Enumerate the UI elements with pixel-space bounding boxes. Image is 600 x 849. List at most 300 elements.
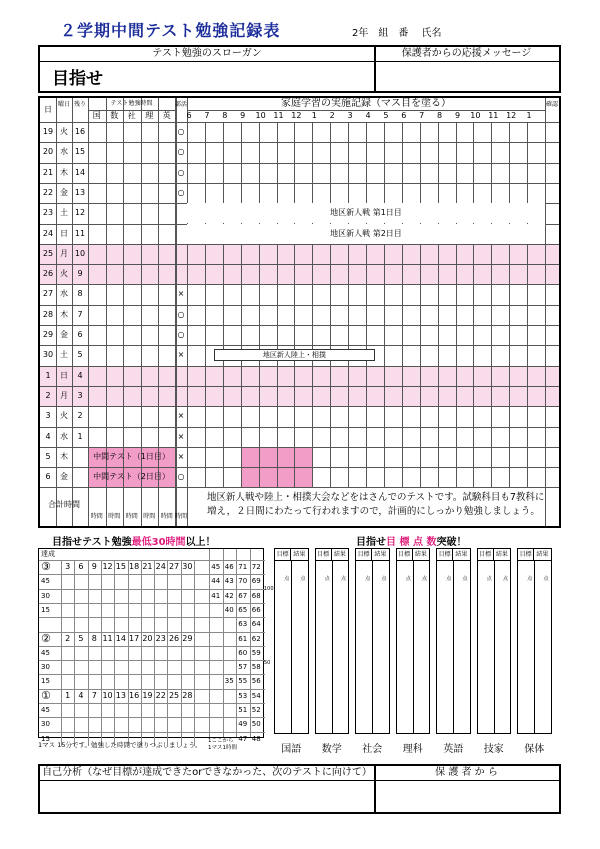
pink-row-bg: [40, 244, 559, 264]
goal-hour-number[interactable]: 43: [224, 577, 234, 586]
row-weekday: 日: [60, 228, 68, 238]
target-point[interactable]: 点: [324, 576, 330, 582]
test-note: 地区新人戦や陸上・相撲大会などをはさんでのテストです。試験科目も7教科に増え，２日間にわたって行われますので，計画的にしっかり勉強しましょう。: [207, 492, 545, 518]
grid-row-line: [40, 264, 559, 265]
goal-col-line: [114, 560, 115, 746]
row-club[interactable]: ×: [177, 451, 185, 461]
row-club[interactable]: ○: [177, 127, 185, 136]
goal-hour-number[interactable]: 61: [238, 634, 248, 643]
header-hour: 9: [240, 111, 246, 120]
row-club[interactable]: [175, 386, 187, 406]
row-remaining: 6: [77, 330, 83, 339]
total-time-unit: 時間: [143, 513, 156, 521]
goal-section: [38, 530, 561, 760]
goal-hour-number[interactable]: [209, 646, 223, 660]
goal-hour-number[interactable]: [209, 632, 223, 646]
result-point[interactable]: 点: [462, 576, 468, 582]
grid-row-line: [40, 427, 559, 428]
header-hour: 6: [401, 111, 407, 120]
goal-row-mark: 45: [41, 706, 50, 714]
target-point[interactable]: 点: [527, 576, 533, 582]
goal-hour-number[interactable]: [209, 617, 223, 631]
score-divider: [453, 561, 454, 733]
goal-cell-number[interactable]: 28: [182, 690, 193, 700]
goal-title: [52, 533, 216, 548]
goal-reach-label: 達成: [41, 550, 55, 558]
goal-hour-number[interactable]: 57: [238, 663, 248, 672]
goal-hour-number[interactable]: [209, 660, 223, 674]
goal-cell-number[interactable]: 17: [129, 633, 140, 643]
goal-cell-number[interactable]: 25: [168, 690, 180, 700]
score-column: [315, 548, 350, 734]
axis-50: 50: [264, 660, 271, 666]
grid-row-line: [40, 487, 559, 488]
goal-col-line: [236, 549, 237, 737]
score-divider: [413, 561, 414, 733]
goal-cell-number[interactable]: 18: [129, 562, 140, 571]
goal-cell-number[interactable]: 22: [155, 690, 166, 700]
row-weekday: 木: [60, 451, 68, 461]
goal-hour-number[interactable]: 52: [251, 706, 261, 714]
goal-col-line: [181, 560, 182, 746]
goal-row-mark: 45: [41, 577, 50, 586]
goal-hour-number[interactable]: 66: [251, 605, 261, 614]
goal-cell-number[interactable]: 3: [65, 562, 71, 571]
goal-hour-number[interactable]: 35: [224, 677, 234, 686]
result-label: 結果: [413, 549, 429, 561]
student-name-row: 2年 組 番 氏名: [352, 28, 442, 39]
row-weekday: 土: [60, 350, 68, 360]
axis-100: 100: [264, 586, 274, 592]
goal-cell-number[interactable]: 1: [65, 690, 71, 700]
row-remaining: 8: [77, 289, 83, 299]
goal-col-line: [101, 560, 102, 746]
goal-hour-number[interactable]: 53: [238, 691, 248, 700]
goal-hour-number[interactable]: 60: [238, 648, 248, 657]
goal-col-line: [128, 560, 129, 746]
goal-cell-number[interactable]: 2: [65, 633, 71, 643]
row-club[interactable]: ○: [177, 167, 185, 177]
row-remaining: 15: [74, 147, 86, 157]
row-weekday: 日: [60, 370, 68, 380]
header-hour: 1: [311, 111, 317, 120]
row-day: 26: [42, 269, 54, 279]
target-label: 目標: [356, 549, 372, 561]
goal-cell-number[interactable]: 12: [102, 562, 113, 571]
result-label: 結果: [453, 549, 469, 561]
row-remaining: 5: [77, 350, 83, 360]
row-remaining: 3: [77, 390, 83, 400]
goal-hour-number[interactable]: 50: [251, 720, 261, 729]
row-club[interactable]: ×: [177, 289, 185, 299]
goal-col-line: [61, 560, 62, 746]
goal-hour-number[interactable]: 40: [224, 605, 234, 614]
goal-cell-number[interactable]: 7: [91, 690, 97, 700]
header-subject: 理: [145, 111, 154, 120]
result-label: 結果: [372, 549, 388, 561]
header-hour: 7: [204, 111, 210, 120]
goal-hour-number[interactable]: 46: [224, 563, 234, 571]
row-club[interactable]: ○: [177, 472, 185, 482]
subject-label: 国語: [281, 744, 302, 755]
result-label: 結果: [534, 549, 550, 561]
result-point[interactable]: 点: [300, 576, 306, 582]
row-club[interactable]: [175, 203, 187, 223]
row-club[interactable]: ○: [177, 147, 185, 157]
row-day: 1: [45, 370, 51, 380]
row-club[interactable]: ○: [177, 187, 185, 197]
header-confirm: 確認: [545, 101, 558, 108]
goal-hour-number[interactable]: [223, 717, 237, 731]
grid-row-line: [40, 284, 559, 285]
header-hour: 11: [273, 111, 284, 120]
slogan-value[interactable]: 目指せ: [52, 69, 103, 89]
header-hour: 7: [419, 111, 425, 120]
goal-row-mark: 15: [41, 677, 50, 686]
goal-hour-number[interactable]: 45: [211, 563, 221, 571]
grid-row-line: [40, 305, 559, 306]
subject-label: 保体: [524, 744, 545, 755]
result-label: 結果: [494, 549, 510, 561]
goal-cell-number[interactable]: 11: [102, 633, 113, 643]
goal-hour-number[interactable]: 64: [251, 620, 261, 629]
header-hour: 12: [506, 111, 517, 120]
row-day: 25: [42, 248, 54, 258]
row-day: 23: [42, 208, 54, 218]
goal-hour-number[interactable]: [209, 603, 223, 617]
row-weekday: 月: [60, 248, 68, 258]
row-remaining: 12: [74, 208, 86, 218]
goal-cell-number[interactable]: 20: [142, 633, 153, 643]
goal-cell-number[interactable]: 14: [115, 633, 126, 643]
row-day: 3: [45, 411, 51, 421]
score-title-pre: 目指せ: [356, 537, 386, 548]
result-point[interactable]: 点: [381, 576, 387, 582]
goal-cell-number[interactable]: 6: [78, 562, 84, 571]
goal-cell-number[interactable]: 27: [168, 562, 180, 571]
grid-row-line: [40, 244, 559, 245]
grid-row-line: [40, 386, 559, 387]
total-time-unit: 時間: [108, 513, 121, 521]
goal-cell-number[interactable]: 21: [142, 562, 153, 571]
goal-row-mark: ②: [41, 631, 51, 645]
goal-cell-number[interactable]: 29: [182, 633, 193, 643]
row-club[interactable]: ×: [177, 350, 185, 360]
header-subject: 国: [92, 111, 101, 120]
row-weekday: 水: [60, 147, 68, 157]
row-remaining: 7: [77, 309, 83, 319]
row-remaining: 9: [77, 269, 83, 279]
row-weekday: 土: [60, 208, 68, 218]
goal-cell-number[interactable]: 16: [129, 690, 140, 700]
goal-hour-number[interactable]: 47: [238, 734, 248, 743]
result-label: 結果: [291, 549, 307, 561]
row-weekday: 金: [60, 472, 68, 482]
goal-hour-number[interactable]: [209, 717, 223, 731]
total-time-unit: 時間: [125, 513, 138, 521]
goal-hour-number[interactable]: 65: [238, 605, 248, 614]
grid-row-line: [40, 345, 559, 346]
goal-row-mark: [41, 617, 61, 631]
goal-hour-number[interactable]: [223, 646, 237, 660]
row-weekday: 水: [60, 431, 68, 441]
subject-label: 技家: [483, 744, 504, 755]
target-point[interactable]: 点: [365, 576, 371, 582]
goal-hour-number[interactable]: [209, 689, 223, 703]
header-study-time: テスト勉強時間: [110, 100, 153, 107]
goal-hour-number[interactable]: [223, 632, 237, 646]
row-club[interactable]: [175, 224, 187, 244]
goal-cell-number[interactable]: 23: [155, 633, 166, 643]
goal-hour-number[interactable]: 67: [238, 591, 248, 600]
goal-cell-number[interactable]: 9: [91, 562, 97, 571]
target-label: 目標: [397, 549, 413, 561]
target-point[interactable]: 点: [486, 576, 492, 582]
row-weekday: 木: [60, 167, 68, 177]
slogan-label: テスト勉強のスローガン: [152, 48, 262, 59]
grid-row-line: [40, 366, 559, 367]
row-remaining: 13: [74, 187, 86, 197]
header-hour: 4: [365, 111, 371, 120]
header-hour: 10: [470, 111, 481, 120]
result-point[interactable]: 点: [340, 576, 346, 582]
goal-cell-number[interactable]: 30: [182, 562, 193, 571]
goal-col-line: [209, 549, 210, 737]
score-divider: [372, 561, 373, 733]
test-day2-label: 中間テスト（2日目）: [93, 472, 170, 482]
reflection-section: [38, 764, 561, 814]
row-remaining: [72, 467, 88, 487]
goal-hour-number[interactable]: 72: [251, 563, 261, 571]
row-club[interactable]: [175, 366, 187, 386]
score-title: [356, 533, 466, 548]
goal-cell-number[interactable]: 8: [91, 633, 97, 643]
target-label: 目標: [437, 549, 453, 561]
target-label: 目標: [518, 549, 534, 561]
row-club[interactable]: ○: [177, 330, 185, 339]
goal-hour-number[interactable]: [209, 703, 223, 717]
row-day: 19: [42, 127, 54, 136]
header-hour: 12: [291, 111, 302, 120]
pink-row-bg: [40, 366, 559, 386]
score-column: [517, 548, 552, 734]
goal-col-line: [167, 560, 168, 746]
goal-hour-number[interactable]: [223, 689, 237, 703]
total-time-unit: 時間: [160, 513, 173, 521]
event-athletics: 地区新人陸上・相撲: [214, 349, 375, 361]
target-label: 目標: [275, 549, 291, 561]
goal-cell-number[interactable]: 5: [78, 633, 84, 643]
pink-row-bg: [40, 386, 559, 406]
header-hour: 5: [383, 111, 389, 120]
goal-cell-number[interactable]: 15: [115, 562, 126, 571]
row-club[interactable]: ○: [177, 309, 185, 319]
goal-cell-number[interactable]: 4: [78, 690, 84, 700]
study-record-grid: [38, 96, 561, 528]
goal-col-line: [154, 560, 155, 746]
header-hour: 3: [347, 111, 353, 120]
goal-cell-number[interactable]: 13: [115, 690, 126, 700]
score-divider: [494, 561, 495, 733]
header-subject: 英: [162, 111, 171, 120]
goal-hour-number[interactable]: [209, 674, 223, 688]
goal-row-mark: ①: [41, 688, 51, 702]
header-hour: 8: [222, 111, 228, 120]
goal-hour-number[interactable]: 56: [251, 677, 261, 686]
goal-grid: [38, 548, 264, 743]
row-club[interactable]: ×: [177, 431, 185, 441]
goal-hour-number[interactable]: 41: [211, 591, 221, 600]
result-point[interactable]: 点: [502, 576, 508, 582]
score-divider: [291, 561, 292, 733]
goal-hour-number[interactable]: 70: [238, 577, 248, 586]
goal-hour-number[interactable]: 55: [238, 677, 248, 686]
grid-row-line: [40, 163, 559, 164]
goal-row-mark: ③: [41, 560, 51, 573]
goal-footnote2: 1ここから 1マス1時間: [208, 738, 237, 751]
header-record: 家庭学習の実施記録（マス目を塗る）: [281, 98, 451, 109]
row-remaining: 10: [74, 248, 86, 258]
result-point[interactable]: 点: [421, 576, 427, 582]
goal-cell-number[interactable]: 10: [102, 690, 113, 700]
score-chart: [264, 548, 561, 758]
goal-hour-number[interactable]: 63: [238, 620, 248, 629]
row-club[interactable]: [175, 264, 187, 284]
total-time-label: 合計時間: [48, 500, 80, 510]
slogan-section: [38, 45, 561, 93]
goal-row-mark: 30: [41, 720, 50, 729]
header-subject: 社: [127, 111, 136, 120]
goal-hour-number[interactable]: 54: [251, 691, 261, 700]
goal-hour-number[interactable]: [223, 617, 237, 631]
row-day: 21: [42, 167, 54, 177]
header-hour: 9: [454, 111, 461, 120]
goal-hour-number[interactable]: 51: [238, 706, 248, 714]
total-time-unit: 時間: [90, 513, 103, 521]
target-point[interactable]: 点: [405, 576, 411, 582]
row-remaining: 16: [74, 127, 86, 136]
row-day: 29: [42, 330, 54, 339]
row-weekday: 火: [60, 411, 68, 421]
goal-col-line: [194, 560, 195, 746]
row-remaining: 11: [74, 228, 86, 238]
row-weekday: 火: [60, 127, 68, 136]
target-point[interactable]: 点: [284, 576, 290, 582]
header-hour: 8: [437, 111, 443, 120]
goal-cell-number[interactable]: 19: [142, 690, 153, 700]
goal-hour-number[interactable]: 62: [251, 634, 261, 643]
row-day: 20: [42, 147, 54, 157]
page-title: ２学期中間テスト勉強記録表: [60, 21, 281, 40]
grid-row-line: [40, 325, 559, 326]
row-club[interactable]: ×: [177, 411, 185, 421]
goal-row-mark: 30: [41, 591, 50, 600]
goal-hour-number[interactable]: 42: [224, 591, 234, 600]
parent-comment-label: 保 護 者 か ら: [435, 767, 498, 778]
goal-hour-number[interactable]: 58: [251, 663, 261, 672]
goal-hour-number[interactable]: [223, 703, 237, 717]
row-day: 4: [45, 431, 51, 441]
row-remaining: 4: [77, 370, 83, 380]
result-label: 結果: [332, 549, 348, 561]
row-remaining: 14: [74, 167, 86, 177]
target-point[interactable]: 点: [446, 576, 452, 582]
goal-row-mark: 30: [41, 663, 50, 672]
event-district-day1: 地区新人戦 第1日目: [187, 203, 545, 223]
row-day: 30: [42, 350, 54, 360]
row-day: 24: [42, 228, 54, 238]
test-day1-label: 中間テスト（1日目）: [93, 451, 170, 461]
goal-hour-number[interactable]: 49: [238, 720, 248, 729]
header-hour: 6: [186, 111, 192, 120]
goal-hour-number[interactable]: 44: [211, 577, 221, 586]
row-club[interactable]: [175, 244, 187, 264]
row-weekday: 金: [60, 330, 68, 339]
goal-col-line: [223, 549, 224, 737]
goal-col-line: [141, 560, 142, 746]
score-column: [396, 548, 431, 734]
score-divider: [332, 561, 333, 733]
grid-row-line: [40, 183, 559, 184]
score-divider: [534, 561, 535, 733]
pink-row-bg: [40, 264, 559, 284]
row-day: 28: [42, 309, 54, 319]
subject-label: 理科: [402, 744, 423, 755]
row-remaining: 1: [77, 431, 83, 441]
parent-message-label: 保護者からの応援メッセージ: [401, 48, 532, 59]
goal-col-line: [250, 549, 251, 737]
header-day: 日: [44, 105, 52, 114]
row-weekday: 金: [60, 187, 68, 197]
goal-hour-number[interactable]: 59: [251, 648, 261, 657]
goal-cell-number[interactable]: 26: [168, 633, 180, 643]
goal-hour-number[interactable]: 68: [251, 591, 261, 600]
row-day: 5: [45, 451, 51, 461]
self-analysis-label: 自己分析（なぜ目標が達成できたorできなかった、次のテストに向けて）: [42, 767, 372, 778]
total-time-unit: 時間: [175, 513, 188, 521]
row-remaining: 2: [77, 411, 83, 421]
header-remaining: 残り: [73, 101, 86, 108]
row-remaining: [72, 447, 88, 467]
result-point[interactable]: 点: [543, 576, 549, 582]
header-hour: 10: [255, 111, 266, 120]
goal-hour-number[interactable]: 69: [251, 577, 261, 586]
goal-title-em: 最低30時間: [131, 537, 186, 548]
goal-row-mark: 15: [41, 734, 50, 743]
goal-hour-number[interactable]: [223, 660, 237, 674]
score-title-post: 突破！: [436, 537, 467, 548]
target-label: 目標: [478, 549, 494, 561]
goal-title-post: 以上！: [185, 537, 216, 548]
row-day: 6: [45, 472, 51, 482]
score-column: [477, 548, 512, 734]
goal-hour-number[interactable]: 71: [238, 563, 248, 571]
row-weekday: 月: [60, 390, 68, 400]
goal-footnote: 1マス 15分です。勉強した時間で塗りつぶしましょう。: [38, 741, 202, 749]
score-column: [274, 548, 309, 734]
header-hour: 11: [488, 111, 499, 120]
subject-label: 英語: [443, 744, 464, 755]
row-weekday: 木: [60, 309, 68, 319]
row-day: 27: [42, 289, 54, 299]
row-weekday: 火: [60, 269, 68, 279]
header-hour: 1: [526, 111, 532, 120]
score-column: [355, 548, 390, 734]
goal-col-line: [74, 560, 75, 746]
goal-cell-number[interactable]: 24: [155, 562, 166, 571]
goal-hour-number[interactable]: 48: [251, 734, 261, 743]
grid-row-line: [40, 122, 559, 123]
